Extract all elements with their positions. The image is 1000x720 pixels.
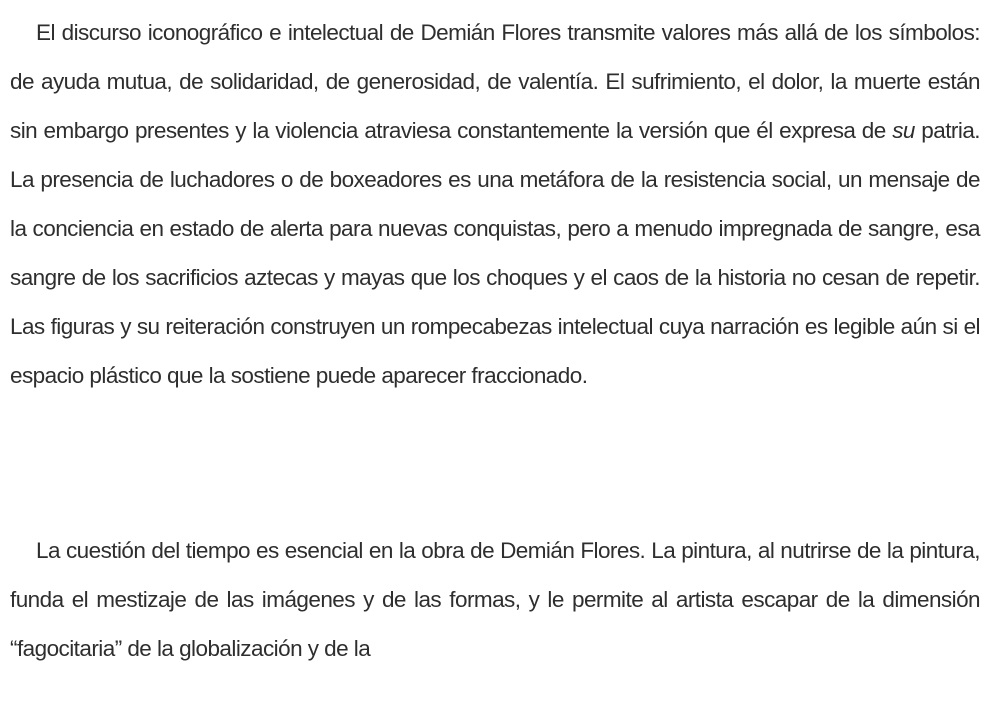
- paragraph-1-text-end: patria. La presencia de luchadores o de boxeadores es una metáfora de la resistencia social, un mensaje de la conciencia en estado de alerta para nuevas conquistas, pero a menudo impregnada de sangre, esa sangre de los sacrificios aztecas y mayas que los choques y el caos de la historia no cesan de repetir. Las figuras y su reiteración construyen un rompecabezas intelectual cuya narración es legible aún si el espacio plástico que la sostiene puede aparecer fraccionado.: [10, 118, 980, 388]
- paragraph-1: [10, 8, 980, 400]
- paragraph-2: La cuestión del tiempo es esencial en la obra de Demián Flores. La pintura, al nutrirse de la pintura, funda el mestizaje de las imágenes y de las formas, y le permite al artista escapar de la dimensión “fagocitaria” de la globalización y de la: [10, 538, 980, 661]
- paragraph-1-italic-word: su: [892, 118, 915, 143]
- paragraph-1-text-start: El discurso iconográfico e intelectual de Demián Flores transmite valores más allá de los símbolos: de ayuda mutua, de solidaridad, de generosidad, de valentía. El sufrimiento, el dolor, la muerte están sin embargo presentes y la violencia atraviesa constantemente la versión que él expresa de: [10, 20, 980, 143]
